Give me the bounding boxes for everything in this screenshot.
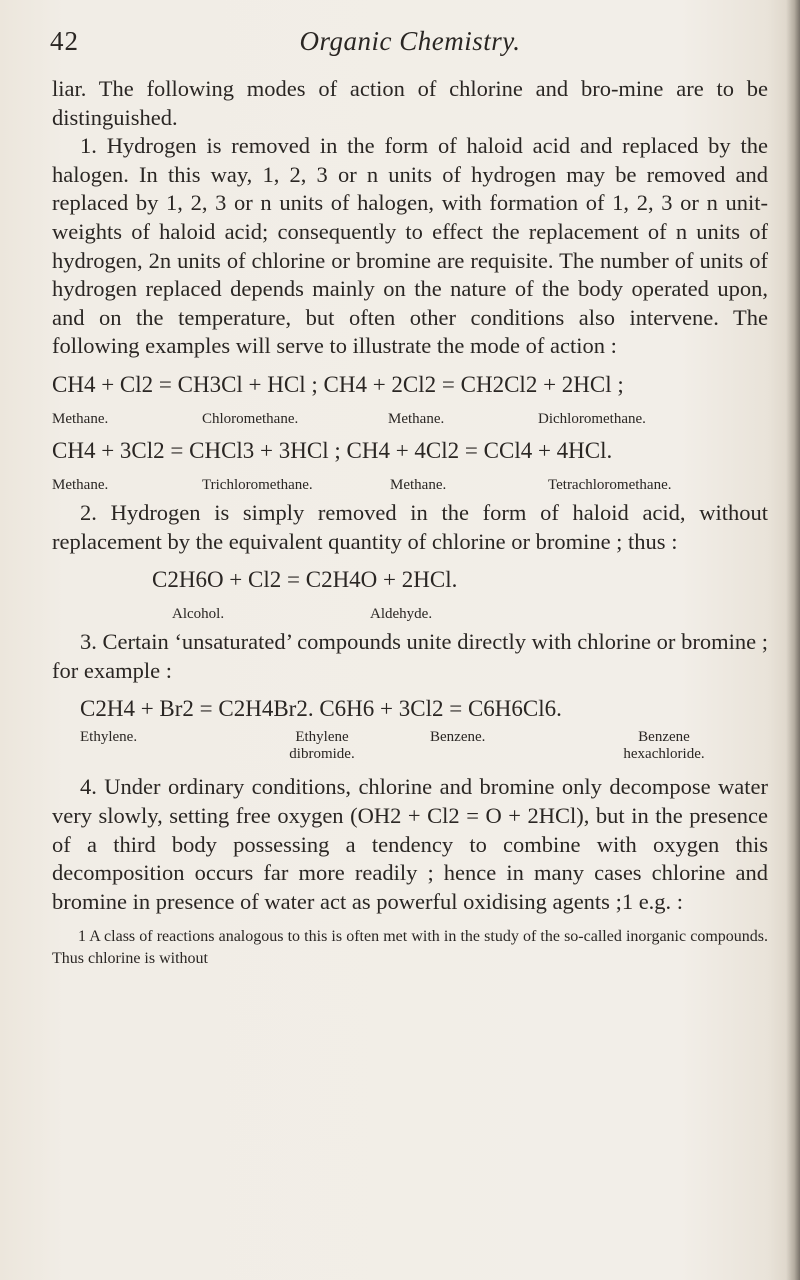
name-methane-4: Methane. — [390, 476, 447, 493]
equation-4-names — [52, 729, 768, 769]
item-1-paragraph: 1. Hydrogen is removed in the form of haloid acid and replaced by the halogen. In this way, 1, 2, 3 or n units of hydrogen may be removed and replaced by 1, 2, 3 or n units of halogen, with formation of 1, 2, 3 or n unit-weights of haloid acid; consequently to effect the replacement of n units of hydrogen, 2n units of chlorine or bromine are requisite. The number of units of hydrogen replaced depends mainly on the nature of the body operated upon, and on the temperature, but often other conditions also intervene. The following examples will serve to illustrate the mode of action : — [52, 133, 768, 359]
name-chloromethane: Chloromethane. — [202, 410, 299, 427]
equation-1 — [52, 371, 768, 405]
name-methane-1: Methane. — [52, 410, 109, 427]
item-3-paragraph: 3. Certain ‘unsaturated’ compounds unite directly with chlorine or bromine ; for example : — [52, 629, 768, 683]
name-ethylene: Ethylene. — [80, 729, 138, 746]
name-tetrachloromethane: Tetrachloromethane. — [548, 476, 672, 493]
equation-2-text: CH4 + 3Cl2 = CHCl3 + 3HCl ; CH4 + 4Cl2 = CCl4 + 4HCl. — [52, 437, 613, 463]
item-4-paragraph: 4. Under ordinary conditions, chlorine and bromine only decompose water very slowly, setting free oxygen (OH2 + Cl2 = O + 2HCl), but in the presence of a third body possessing a tendency to combine with oxygen this decomposition occurs far more readily ; hence in many cases chlorine and bromine in presence of water act as powerful oxidising agents ;1 e.g. : — [52, 774, 768, 914]
name-ethylene-dibromide: Ethylene dibromide. — [289, 729, 355, 763]
page-body — [52, 75, 768, 986]
name-trichloromethane: Trichloromethane. — [202, 476, 313, 493]
item-2-paragraph: 2. Hydrogen is simply removed in the form of haloid acid, without replacement by the equivalent quantity of chlorine or bromine ; thus : — [52, 499, 768, 554]
name-benzene: Benzene. — [430, 729, 486, 746]
name-benzene-hexachloride: Benzene hexachloride. — [623, 729, 705, 763]
equation-3-names — [52, 600, 768, 622]
running-title: Organic Chemistry. — [299, 26, 521, 56]
equation-3-text: C2H6O + Cl2 = C2H4O + 2HCl. — [152, 567, 458, 593]
footnote: 1 A class of reactions analogous to this is often met with in the study of the so-called inorganic compounds. Thus chlorine is without — [52, 928, 768, 968]
intro-paragraph: liar. The following modes of action of chlorine and bro-mine are to be distinguished. — [52, 76, 768, 130]
name-alcohol: Alcohol. — [172, 606, 225, 623]
name-methane-2: Methane. — [388, 410, 445, 427]
name-aldehyde: Aldehyde. — [370, 606, 433, 623]
equation-4-text: C2H4 + Br2 = C2H4Br2. C6H6 + 3Cl2 = C6H6Cl6. — [80, 696, 562, 722]
page-header — [50, 26, 770, 66]
equation-2 — [52, 437, 768, 471]
page-edge-shadow — [786, 0, 800, 1280]
name-dichloromethane: Dichloromethane. — [538, 410, 646, 427]
page-number: 42 — [50, 26, 79, 56]
name-methane-3: Methane. — [52, 476, 109, 493]
equation-4 — [52, 695, 768, 729]
equation-1-names — [52, 405, 768, 427]
equation-2-names — [52, 471, 768, 493]
equation-3 — [52, 566, 768, 600]
equation-1-text: CH4 + Cl2 = CH3Cl + HCl ; CH4 + 2Cl2 = CH2Cl2 + 2HCl ; — [52, 371, 624, 397]
